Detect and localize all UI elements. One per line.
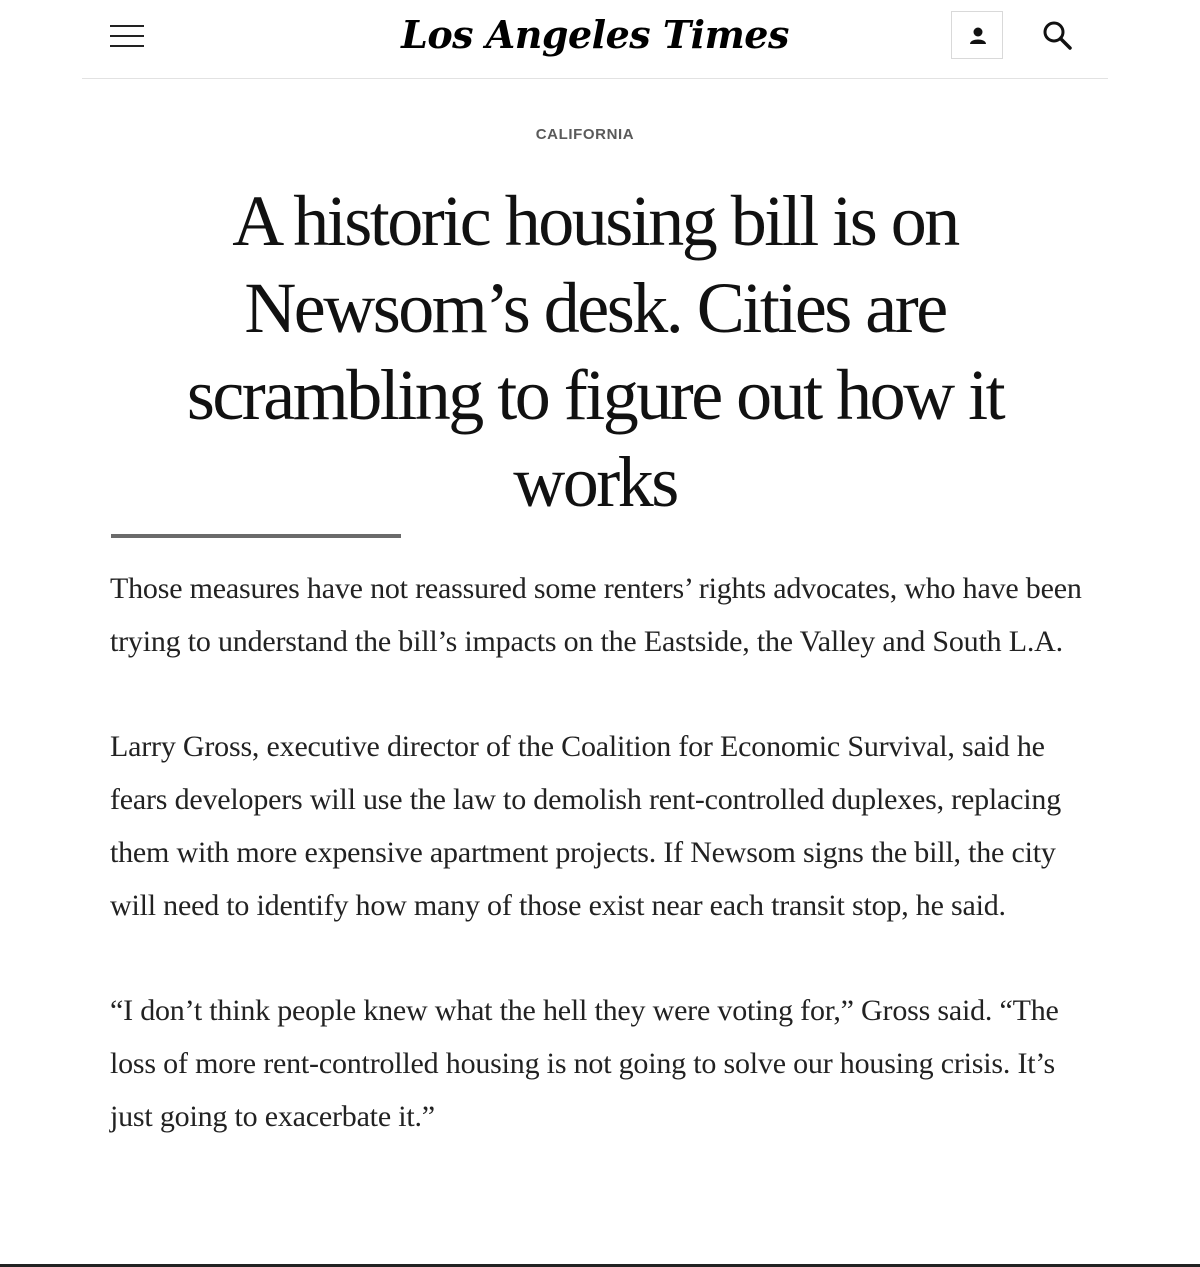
article-headline: A historic housing bill is on Newsom’s desk. Cities are scrambling to figure out how it works bbox=[186, 181, 1004, 522]
article-paragraph: Larry Gross, executive director of the Coalition for Economic Survival, said he fears developers will use the law to demolish rent-controlled duplexes, replacing them with more expensive apartment projects. If Newsom signs the bill, the city will need to identify how many of those exist near each transit stop, he said. bbox=[110, 730, 1061, 922]
search-icon bbox=[1040, 18, 1076, 54]
section-label[interactable]: CALIFORNIA bbox=[535, 126, 635, 143]
article-body bbox=[110, 562, 1100, 1195]
article-paragraph: Those measures have not reassured some renters’ rights advocates, who have been trying to understand the bill’s impacts on the Eastside, the Valley and South L.A. bbox=[110, 572, 1082, 658]
article-paragraph: “I don’t think people knew what the hell they were voting for,” Gross said. “The loss of more rent-controlled housing is not going to solve our housing crisis. It’s just going to exacerbate it.” bbox=[110, 994, 1059, 1133]
headline-divider bbox=[111, 534, 401, 538]
search-button[interactable] bbox=[1040, 18, 1076, 54]
site-logo[interactable]: Los Angeles Times bbox=[401, 12, 789, 57]
account-button[interactable] bbox=[951, 11, 1003, 59]
top-navigation-bar bbox=[82, 0, 1108, 79]
user-icon bbox=[968, 26, 988, 46]
